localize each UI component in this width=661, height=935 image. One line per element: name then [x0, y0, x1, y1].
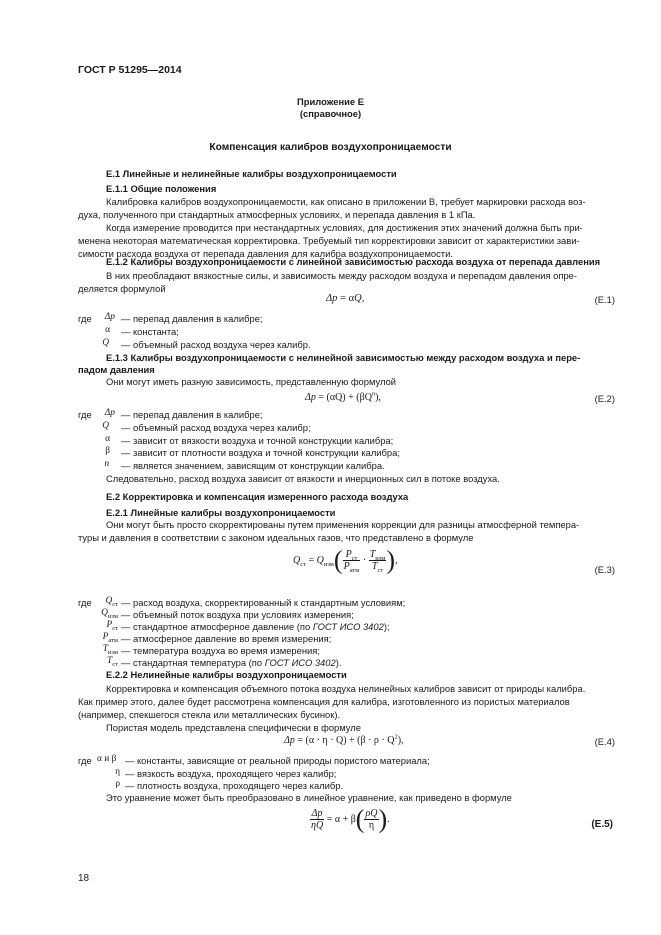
- paragraph-line: менена некоторая математическая корректировка. Требуемый тип корректировки зависит от характеристики зави-: [78, 235, 580, 246]
- eq3-sub-st: ст: [300, 560, 306, 568]
- paragraph-line: В них преобладают вязкостные силы, и зависимость между расходом воздуха и перепадом давления опре-: [106, 270, 577, 281]
- section-e21-heading: Е.2.1 Линейные калибры воздухопроницаемости: [106, 507, 336, 518]
- frac-num: [369, 549, 387, 561]
- def-text: — стандартное атмосферное давление (по: [121, 621, 313, 632]
- eq3-q: Q: [293, 554, 301, 566]
- def-text: — стандартная температура (по: [121, 657, 265, 668]
- frac-den: η: [368, 820, 375, 831]
- where2-sym: β: [105, 446, 110, 456]
- where4-def: — плотность воздуха, проходящего через калибр.: [125, 780, 344, 791]
- where4-def: — вязкость воздуха, проходящего через калибр;: [125, 768, 337, 779]
- equation-e2: [305, 392, 381, 403]
- section-e2-heading: Е.2 Корректировка и компенсация измеренного расхода воздуха: [106, 491, 409, 502]
- eq1-lhs: Δp: [326, 293, 338, 304]
- eq3-t: T: [371, 561, 378, 572]
- frac-den: [343, 561, 361, 572]
- eq3-sub: ст: [351, 555, 358, 562]
- paragraph-line: Пористая модель представлена специфически в формуле: [106, 722, 361, 733]
- main-title: Компенсация калибров воздухопроницаемости: [209, 142, 452, 153]
- eq3-sub: ст: [377, 567, 384, 574]
- sym-base: Q: [101, 608, 108, 618]
- where4-def: — константы, зависящие от реальной природы пористого материала;: [125, 755, 430, 766]
- eq3-sub: изм: [375, 555, 386, 562]
- sym-base: P: [102, 632, 109, 642]
- sym-base: P: [106, 620, 113, 630]
- sym-base: T: [107, 656, 113, 666]
- where4-sym: α и β: [97, 754, 117, 764]
- eq3-eq: =: [305, 554, 317, 566]
- eq5-fraction-rhs: [364, 808, 378, 831]
- equation-number-e5: (Е.5): [591, 819, 613, 830]
- eq3-p: P: [343, 561, 350, 572]
- left-paren: (: [355, 804, 365, 834]
- left-paren: (: [333, 545, 343, 575]
- equation-number-e1: (Е.1): [594, 294, 615, 305]
- where1-def: — константа;: [121, 326, 179, 337]
- eq3-p: P: [345, 549, 352, 560]
- eq1-tail: ,: [361, 293, 365, 304]
- standard-reference: ГОСТ ИСО 3402: [264, 657, 336, 668]
- paragraph-line: Как пример этого, далее будет рассмотрена компенсация для калибра, изготовленного из пористых материалов: [78, 696, 570, 707]
- where-label: где: [78, 597, 92, 608]
- def-end: );: [383, 621, 390, 632]
- eq3-sub-izm: изм: [323, 560, 334, 568]
- eq3-tail: ,: [395, 554, 398, 566]
- eq4-end: ),: [397, 735, 404, 746]
- eq4-rhs: = (α · η · Q) + (β · ρ · Q: [294, 735, 395, 746]
- equation-e1: [326, 293, 364, 304]
- frac-den: [369, 561, 387, 572]
- eq4-exponent: 2: [394, 733, 398, 741]
- eq3-dot: ·: [360, 554, 369, 566]
- paragraph-line: Когда измерение проводится при нестандартных условиях, для достижения этих значений должна быть при-: [106, 222, 583, 233]
- eq1-alpha: α: [348, 293, 355, 304]
- equation-e5: [310, 804, 390, 834]
- frac-num: [343, 549, 361, 561]
- eq4-lhs: Δp: [284, 735, 295, 746]
- where2-sym: Δp: [104, 408, 115, 418]
- where2-def: — объемный расход воздуха через калибр;: [121, 422, 311, 433]
- where2-def: — зависит от вязкости воздуха и точной конструкции калибра;: [121, 435, 394, 446]
- equation-number-e4: (Е.4): [594, 736, 615, 747]
- right-paren: ): [378, 804, 388, 834]
- paragraph-line: (например, спекшегося стекла или металлических бусинок).: [78, 709, 341, 720]
- sym-sub: изм: [107, 648, 118, 656]
- where2-def: — зависит от плотности воздуха и точной конструкции калибра;: [121, 447, 400, 458]
- paragraph-line: Они могут иметь разную зависимость, представленную формулой: [106, 376, 397, 387]
- right-paren: ): [386, 545, 396, 575]
- sym-sub: ст: [112, 660, 118, 668]
- where3-sym: [85, 644, 118, 654]
- where3-sym: [95, 596, 118, 606]
- section-e1-heading: Е.1 Линейные и нелинейные калибры воздухопроницаемости: [106, 168, 397, 179]
- where1-def: — объемный расход воздуха через калибр.: [121, 339, 311, 350]
- paragraph-line: Калибровка калибров воздухопроницаемости, как описано в приложении В, требует маркировки расхода воз-: [106, 196, 586, 207]
- where2-sym: α: [105, 434, 110, 444]
- sym-sub: ст: [112, 624, 118, 632]
- eq5-tail: .: [387, 813, 390, 825]
- eq2-rhs-end: ),: [375, 392, 382, 403]
- sym-sub: атм: [108, 636, 118, 644]
- equation-number-e2: (Е.2): [594, 393, 615, 404]
- standard-reference: ГОСТ ИСО 3402: [312, 621, 384, 632]
- paragraph-line: деляется формулой: [78, 283, 166, 294]
- where3-sym: [85, 656, 118, 666]
- frac-num: Δp: [311, 808, 323, 819]
- section-e13-heading-cont: падом давления: [78, 364, 155, 375]
- where1-def: — перепад давления в калибре;: [121, 313, 263, 324]
- eq5-mid: = α + β: [324, 813, 356, 825]
- where-label: где: [78, 313, 92, 324]
- where3-sym: [85, 608, 118, 618]
- paragraph-line: Следовательно, расход воздуха зависит от вязкости и инерционных сил в потоке воздуха.: [106, 473, 500, 484]
- where1-sym: α: [105, 325, 110, 335]
- paragraph-line: Они могут быть просто скорректированы путем применения коррекции для разницы атмосферной темпера-: [106, 519, 580, 530]
- where3-def: [121, 657, 341, 668]
- paragraph-line: Это уравнение может быть преобразовано в линейное уравнение, как приведено в формуле: [106, 792, 512, 803]
- appendix-title: Приложение Е: [297, 96, 364, 107]
- frac-den: ηQ: [311, 820, 324, 831]
- paragraph-line: туры и давления в соответствии с законом идеальных газов, что представлено в формуле: [78, 532, 474, 543]
- section-e12-heading: Е.1.2 Калибры воздухопроницаемости с линейной зависимостью расхода воздуха от перепада давления: [106, 256, 601, 267]
- where3-def: [121, 621, 390, 632]
- def-end: ).: [335, 657, 342, 668]
- where2-def: — перепад давления в калибре;: [121, 409, 263, 420]
- where2-sym: n: [104, 459, 109, 469]
- standard-header: ГОСТ Р 51295—2014: [78, 64, 182, 76]
- eq3-sub: атм: [349, 567, 360, 574]
- appendix-note: (справочное): [299, 108, 362, 119]
- equation-number-e3: (Е.3): [594, 564, 615, 575]
- eq5-fraction-lhs: [310, 808, 324, 831]
- eq3-t: T: [369, 549, 376, 560]
- eq2-exponent: n: [371, 390, 376, 398]
- where4-sym: ρ: [115, 779, 120, 789]
- where2-def: — является значением, зависящим от конструкции калибра.: [121, 460, 385, 471]
- section-e22-heading: Е.2.2 Нелинейные калибры воздухопроницаемости: [106, 669, 347, 680]
- paragraph-line: симости расхода воздуха от перепада давления для калибра воздухопроницаемости.: [78, 248, 453, 259]
- equation-e3: [293, 545, 398, 575]
- eq2-lhs: Δp: [305, 392, 316, 403]
- paragraph-line: Корректировка и компенсация объемного потока воздуха нелинейных калибров зависит от природы калибра.: [106, 683, 586, 694]
- section-e11-heading: Е.1.1 Общие положения: [106, 183, 217, 194]
- where-label: где: [78, 409, 92, 420]
- where1-sym: Q: [102, 338, 109, 348]
- section-e13-heading: Е.1.3 Калибры воздухопроницаемости с нелинейной зависимостью между расходом воздуха и пере-: [106, 352, 581, 363]
- eq1-eq: =: [337, 293, 349, 304]
- where2-sym: Q: [102, 421, 109, 431]
- where1-sym: Δp: [104, 312, 115, 322]
- eq1-q: Q: [354, 293, 362, 304]
- sym-sub: ст: [112, 600, 118, 608]
- eq2-rhs: = (αQ) + (βQ: [315, 392, 372, 403]
- where3-def: — атмосферное давление во время измерения;: [121, 633, 332, 644]
- sym-base: T: [102, 644, 108, 654]
- where3-def: — температура воздуха во время измерения;: [121, 645, 320, 656]
- equation-e4: [284, 735, 404, 746]
- where3-sym: [85, 620, 118, 630]
- sym-sub: изм: [107, 612, 118, 620]
- where3-def: — объемный поток воздуха при условиях измерения;: [121, 609, 354, 620]
- where3-def: — расход воздуха, скорректированный к стандартным условиям;: [121, 597, 406, 608]
- where-label: где: [78, 755, 92, 766]
- eq3-q2: Q: [316, 554, 324, 566]
- where4-sym: η: [115, 767, 120, 777]
- paragraph-line: духа, полученного при стандартных атмосферных условиях, и перепада давления в 1 кПа.: [78, 209, 476, 220]
- eq3-fraction-t: [369, 549, 387, 572]
- where3-sym: [85, 632, 118, 642]
- sym-base: Q: [105, 596, 113, 606]
- page-number: 18: [78, 873, 90, 884]
- frac-num: ρQ: [365, 808, 378, 819]
- eq3-fraction-p: [343, 549, 361, 572]
